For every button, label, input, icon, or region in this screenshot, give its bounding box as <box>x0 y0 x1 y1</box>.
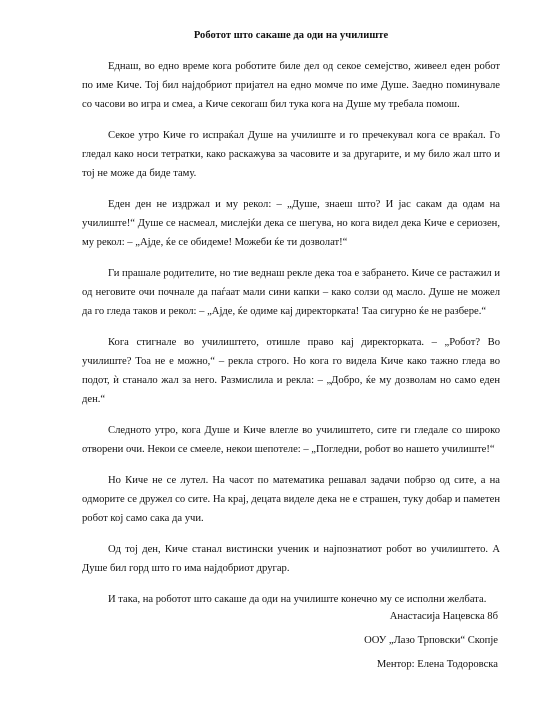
paragraph-7: Но Киче не се лутел. На часот по математика решавал задачи побрзо од сите, а на одморите се дружел со сите. На крај, децата виделе дека не е страшен, туку добар и паметен робот кој само сака да учи. <box>82 475 500 524</box>
paragraph-1: Еднаш, во едно време кога роботите биле дел од секое семејство, живеел еден робот по име Киче. Тој бил најдобриот пријател на едно момче по име Душе. Заедно поминувале со часови во игра и смеа, а Киче секогаш бил тука кога на Душе му требала помош. <box>82 61 500 110</box>
paragraph-9: И така, на роботот што сакаше да оди на училиште конечно му се исполни желбата. <box>108 594 487 605</box>
signature-author: Анастасија Нацевска 8б <box>389 611 498 622</box>
paragraph-2: Секое утро Киче го испраќал Душе на училиште и го пречекувал кога се враќал. Го гледал како носи тетратки, како раскажува за часовите и за другарите, и му било жал што и тој не може да биде таму. <box>82 130 500 179</box>
paragraph-8: Од тој ден, Киче станал вистински ученик и најпознатиот робот во училиштето. А Душе бил горд што го има најдобриот другар. <box>82 544 500 574</box>
signature-mentor: Ментор: Елена Тодоровска <box>376 659 498 670</box>
paragraph-4: Ги прашале родителите, но тие веднаш рекле дека тоа е забрането. Киче се растажил и од неговите очи почнале да паѓаат мали сини капки – како солзи од масло. Душе не можел да го гледа таков и рекол: – „Ајде, ќе одиме кај директорката! Таа сигурно ќе не разбере.“ <box>82 268 500 317</box>
paragraph-5: Кога стигнале во училиштето, отишле право кај директорката. – „Робот? Во училиште? Тоа не е можно,“ – рекла строго. Но кога го видела Киче како тажно гледа во подот, ѝ станало жал за него. Размислила и рекла: – „Добро, ќе му дозволам но само еден ден.“ <box>82 337 500 405</box>
signature-school: ООУ „Лазо Трповски“ Скопје <box>364 635 498 646</box>
document-title: Роботот што сакаше да оди на училиште <box>193 30 389 41</box>
paragraph-6: Следното утро, кога Душе и Киче влегле во училиштето, сите ги гледале со широко отворени очи. Некои се смееле, некои шепотеле: – „Погледни, робот во нашето училиште!“ <box>82 425 500 455</box>
paragraph-3: Еден ден не издржал и му рекол: – „Душе, знаеш што? И јас сакам да одам на училиште!“ Душе се насмеал, мислејќи дека се шегува, но кога видел дека Киче е сериозен, му рекол: – „Ајде, ќе се обидеме! Можеби ќе ти дозволат!“ <box>82 199 500 248</box>
